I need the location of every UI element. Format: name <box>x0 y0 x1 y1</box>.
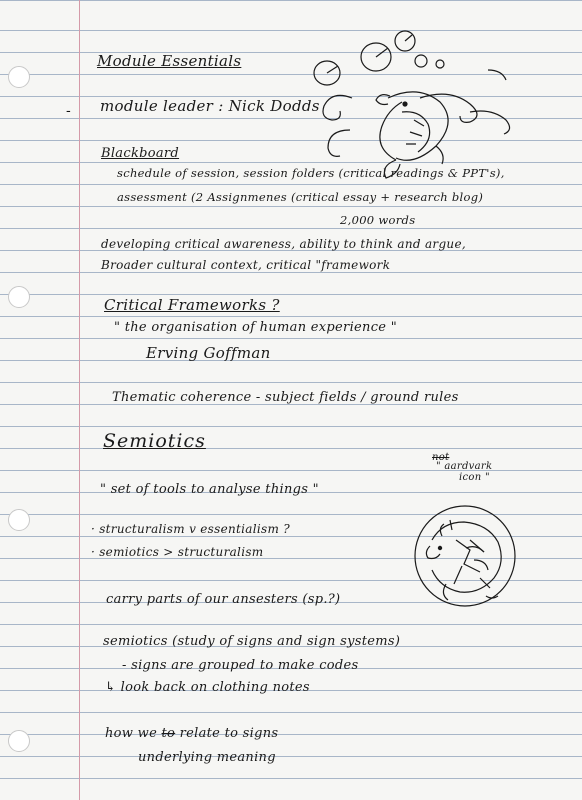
ancestors-line: carry parts of our ansesters (sp.?) <box>106 592 341 607</box>
goffman-quote: " the organisation of human experience " <box>114 320 397 335</box>
semiotics-definition: semiotics (study of signs and sign systems) <box>103 634 401 649</box>
broader-line: Broader cultural context, critical "framework <box>101 258 391 272</box>
developing-line: developing critical awareness, ability to think and argue, <box>101 237 466 251</box>
thematic-line: Thematic coherence - subject fields / ground rules <box>112 390 459 405</box>
meaning-line: underlying meaning <box>138 750 276 765</box>
aardvark-drawing <box>415 506 515 606</box>
module-leader: module leader : Nick Dodds <box>100 97 320 115</box>
relate-strike: to <box>161 726 176 741</box>
clothing-line: ↳ look back on clothing notes <box>105 680 310 695</box>
koi-fish-drawing <box>314 31 510 178</box>
bullet-semiotics: · semiotics > structuralism <box>91 545 264 559</box>
heading-blackboard: Blackboard <box>101 146 180 161</box>
heading-semiotics: Semiotics <box>103 430 206 452</box>
title-module-essentials: Module Essentials <box>97 52 242 70</box>
bullet-structuralism: · structuralism v essentialism ? <box>91 522 290 536</box>
blackboard-line-1: schedule of session, session folders (critical readings & PPT's), <box>117 166 505 180</box>
heading-critical-frameworks: Critical Frameworks ? <box>104 296 280 314</box>
codes-line: - signs are grouped to make codes <box>122 658 359 673</box>
aardvark-line-2: icon " <box>459 472 490 483</box>
quote-author: Erving Goffman <box>146 344 271 362</box>
margin-mark: - <box>66 103 71 119</box>
blackboard-line-2: assessment (2 Assignmenes (critical essay + research blog) <box>117 190 484 204</box>
aardvark-line-1: " aardvark <box>436 461 493 472</box>
aardvark-strike: not <box>432 452 450 463</box>
tools-quote: " set of tools to analyse things " <box>100 482 319 497</box>
relate-rest: relate to signs <box>179 726 279 741</box>
relate-start: how we <box>105 726 158 741</box>
word-count: 2,000 words <box>340 213 416 227</box>
